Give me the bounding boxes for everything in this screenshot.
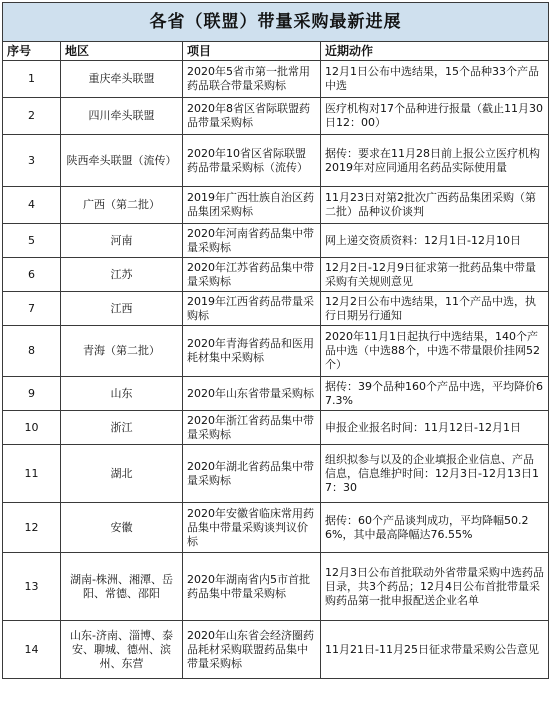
table-row	[3, 445, 549, 503]
row-project: 2019年江西省药品带量采购标	[183, 292, 321, 326]
row-project: 2020年湖北省药品集中带量采购标	[183, 445, 321, 503]
table-row	[3, 621, 549, 679]
table-row	[3, 377, 549, 411]
row-region: 山东-济南、淄博、泰安、聊城、德州、滨州、东营	[61, 621, 183, 679]
row-action: 申报企业报名时间：11月12日-12月1日	[321, 411, 549, 445]
row-no: 12	[3, 503, 61, 553]
row-region: 重庆牵头联盟	[61, 61, 183, 98]
row-no: 8	[3, 326, 61, 377]
row-no: 11	[3, 445, 61, 503]
row-no: 2	[3, 98, 61, 135]
table-row	[3, 224, 549, 258]
procurement-table	[2, 2, 549, 679]
row-no: 13	[3, 553, 61, 621]
table-row	[3, 292, 549, 326]
row-region: 青海（第二批）	[61, 326, 183, 377]
row-action: 据传：60个产品谈判成功，平均降幅50.26%，其中最高降幅达76.55%	[321, 503, 549, 553]
row-project: 2020年10省区省际联盟药品带量采购标（流传）	[183, 135, 321, 187]
row-action: 据传：39个品种160个产品中选，平均降价67.3%	[321, 377, 549, 411]
row-action: 2020年11月1日起执行中选结果，140个产品中选（中选88个，中选不带量限价挂网52个）	[321, 326, 549, 377]
row-project: 2020年河南省药品集中带量采购标	[183, 224, 321, 258]
row-region: 陕西牵头联盟（流传）	[61, 135, 183, 187]
row-region: 江西	[61, 292, 183, 326]
row-no: 9	[3, 377, 61, 411]
row-project: 2019年广西壮族自治区药品集团采购标	[183, 187, 321, 224]
row-action: 医疗机构对17个品种进行报量（截止11月30日12：00）	[321, 98, 549, 135]
header-region: 地区	[61, 42, 183, 61]
row-project: 2020年山东省会经济圈药品耗材采购联盟药品集中带量采购标	[183, 621, 321, 679]
row-region: 四川牵头联盟	[61, 98, 183, 135]
row-project: 2020年8省区省际联盟药品带量采购标	[183, 98, 321, 135]
row-action: 12月2日公布中选结果，11个产品中选，执行日期另行通知	[321, 292, 549, 326]
row-no: 3	[3, 135, 61, 187]
row-region: 广西（第二批）	[61, 187, 183, 224]
row-no: 7	[3, 292, 61, 326]
row-no: 1	[3, 61, 61, 98]
table-row	[3, 258, 549, 292]
row-region: 山东	[61, 377, 183, 411]
row-project: 2020年湖南省内5市首批药品集中带量采购标	[183, 553, 321, 621]
header-project: 项目	[183, 42, 321, 61]
row-action: 11月23日对第2批次广西药品集团采购（第二批）品种议价谈判	[321, 187, 549, 224]
row-action: 12月1日公布中选结果，15个品种33个产品中选	[321, 61, 549, 98]
table-row	[3, 135, 549, 187]
procurement-sheet	[2, 2, 548, 679]
row-region: 安徽	[61, 503, 183, 553]
row-project: 2020年江苏省药品集中带量采购标	[183, 258, 321, 292]
table-row	[3, 553, 549, 621]
row-no: 5	[3, 224, 61, 258]
row-region: 浙江	[61, 411, 183, 445]
table-row	[3, 411, 549, 445]
row-region: 江苏	[61, 258, 183, 292]
row-project: 2020年浙江省药品集中带量采购标	[183, 411, 321, 445]
table-row	[3, 326, 549, 377]
table-row	[3, 503, 549, 553]
row-project: 2020年山东省带量采购标	[183, 377, 321, 411]
row-project: 2020年安徽省临床常用药品集中带量采购谈判议价标	[183, 503, 321, 553]
row-no: 6	[3, 258, 61, 292]
row-action: 据传：要求在11月28日前上报公立医疗机构2019年对应同通用名药品实际使用量	[321, 135, 549, 187]
row-action: 12月3日公布首批联动外省带量采购中选药品目录，共3个药品；12月4日公布首批带量采购药品第一批申报配送企业名单	[321, 553, 549, 621]
row-region: 湖北	[61, 445, 183, 503]
row-action: 12月2日-12月9日征求第一批药品集中带量采购有关规则意见	[321, 258, 549, 292]
table-row	[3, 61, 549, 98]
row-region: 河南	[61, 224, 183, 258]
row-action: 组织拟参与以及的企业填报企业信息、产品信息，信息维护时间：12月3日-12月13日17：30	[321, 445, 549, 503]
table-row	[3, 187, 549, 224]
header-action: 近期动作	[321, 42, 549, 61]
header-no: 序号	[3, 42, 61, 61]
row-project: 2020年青海省药品和医用耗材集中采购标	[183, 326, 321, 377]
row-action: 网上递交资质资料：12月1日-12月10日	[321, 224, 549, 258]
row-project: 2020年5省市第一批常用药品联合带量采购标	[183, 61, 321, 98]
row-action: 11月21日-11月25日征求带量采购公告意见	[321, 621, 549, 679]
row-region: 湖南-株洲、湘潭、岳阳、常德、邵阳	[61, 553, 183, 621]
table-title: 各省（联盟）带量采购最新进展	[3, 3, 549, 42]
row-no: 4	[3, 187, 61, 224]
table-row	[3, 98, 549, 135]
row-no: 10	[3, 411, 61, 445]
row-no: 14	[3, 621, 61, 679]
